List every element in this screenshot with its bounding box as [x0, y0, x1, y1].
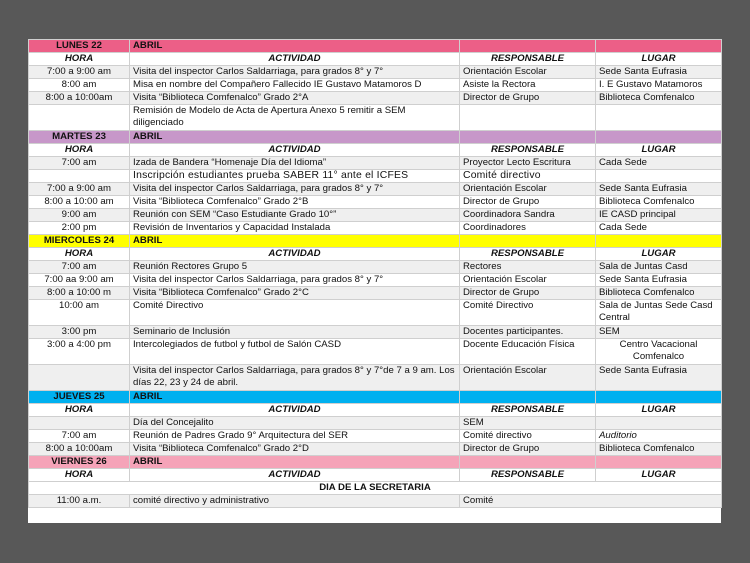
table-row [29, 209, 722, 222]
hora-header: HORA [29, 404, 130, 417]
hora-cell [29, 170, 130, 183]
actividad-cell: Misa en nombre del Compañero Fallecido IE Gustavo Matamoros D [130, 79, 460, 92]
lugar-cell: Cada Sede [596, 222, 722, 235]
hora-cell [29, 105, 130, 131]
responsable-cell: Comité Directivo [460, 300, 596, 326]
table-row [29, 170, 722, 183]
actividad-header: ACTIVIDAD [130, 404, 460, 417]
lugar-cell: SEM [596, 326, 722, 339]
month-label: ABRIL [130, 456, 460, 469]
actividad-header: ACTIVIDAD [130, 144, 460, 157]
actividad-cell: Seminario de Inclusión [130, 326, 460, 339]
table-row [29, 443, 722, 456]
month-label: ABRIL [130, 391, 460, 404]
hora-cell: 8:00 a 10:00 am [29, 196, 130, 209]
responsable-cell: Proyector Lecto Escritura [460, 157, 596, 170]
table-row [29, 66, 722, 79]
table-row [29, 261, 722, 274]
actividad-cell: comité directivo y administrativo [130, 495, 460, 508]
responsable-header: RESPONSABLE [460, 144, 596, 157]
responsable-cell: Director de Grupo [460, 443, 596, 456]
column-header-row [29, 248, 722, 261]
table-row [29, 274, 722, 287]
actividad-cell: Visita “Biblioteca Comfenalco” Grado 2°A [130, 92, 460, 105]
banner-row [29, 482, 722, 495]
responsable-cell: Comité [460, 495, 722, 508]
lugar-cell: Biblioteca Comfenalco [596, 287, 722, 300]
actividad-cell: Visita “Biblioteca Comfenalco” Grado 2°D [130, 443, 460, 456]
responsable-cell: Director de Grupo [460, 287, 596, 300]
table-row [29, 495, 722, 508]
lugar-cell: I. E Gustavo Matamoros [596, 79, 722, 92]
column-header-row [29, 53, 722, 66]
actividad-cell: Revisión de Inventarios y Capacidad Instalada [130, 222, 460, 235]
actividad-cell: Reunión con SEM “Caso Estudiante Grado 10°” [130, 209, 460, 222]
schedule-sheet [28, 39, 721, 523]
lugar-cell [596, 170, 722, 183]
lugar-cell: Sala de Juntas Sede Casd Central [596, 300, 722, 326]
actividad-cell: Visita “Biblioteca Comfenalco” Grado 2°B [130, 196, 460, 209]
month-label: ABRIL [130, 40, 460, 53]
table-row [29, 92, 722, 105]
lugar-header: LUGAR [596, 469, 722, 482]
hora-cell: 7:00 am [29, 157, 130, 170]
table-row [29, 222, 722, 235]
responsable-cell: Orientación Escolar [460, 365, 596, 391]
hora-cell: 2:00 pm [29, 222, 130, 235]
responsable-cell: Docente Educación Física [460, 339, 596, 365]
lugar-header: LUGAR [596, 404, 722, 417]
actividad-cell: Día del Concejalito [130, 417, 460, 430]
lugar-cell: Sede Santa Eufrasia [596, 365, 722, 391]
hora-cell: 7:00 a 9:00 am [29, 66, 130, 79]
table-row [29, 326, 722, 339]
column-header-row [29, 469, 722, 482]
actividad-cell: Intercolegiados de futbol y futbol de Salón CASD [130, 339, 460, 365]
table-row [29, 430, 722, 443]
responsable-header: RESPONSABLE [460, 404, 596, 417]
day-name: MIERCOLES 24 [29, 235, 130, 248]
actividad-cell: Visita “Biblioteca Comfenalco” Grado 2°C [130, 287, 460, 300]
actividad-cell: Inscripción estudiantes prueba SABER 11° ante el ICFES [130, 170, 460, 183]
responsable-cell: Director de Grupo [460, 92, 596, 105]
schedule-table [28, 39, 722, 508]
hora-cell: 9:00 am [29, 209, 130, 222]
actividad-cell: Visita del inspector Carlos Saldarriaga, para grados 8° y 7° [130, 66, 460, 79]
day-header-viernes [29, 456, 722, 469]
hora-cell [29, 417, 130, 430]
column-header-row [29, 404, 722, 417]
day-name: MARTES 23 [29, 131, 130, 144]
actividad-cell: Visita del inspector Carlos Saldarriaga, para grados 8° y 7°de 7 a 9 am. Los días 22, 23 y 24 de abril. [130, 365, 460, 391]
lugar-cell: Biblioteca Comfenalco [596, 196, 722, 209]
actividad-cell: Reunión Rectores Grupo 5 [130, 261, 460, 274]
table-row [29, 183, 722, 196]
responsable-cell: Coordinadores [460, 222, 596, 235]
responsable-cell: Director de Grupo [460, 196, 596, 209]
day-header-jueves [29, 391, 722, 404]
responsable-cell: SEM [460, 417, 596, 430]
hora-cell: 3:00 a 4:00 pm [29, 339, 130, 365]
hora-cell: 7:00 am [29, 430, 130, 443]
hora-cell: 8:00 a 10:00am [29, 92, 130, 105]
day-header-martes [29, 131, 722, 144]
table-row [29, 79, 722, 92]
lugar-header: LUGAR [596, 248, 722, 261]
day-header-miercoles [29, 235, 722, 248]
lugar-cell: Biblioteca Comfenalco [596, 92, 722, 105]
actividad-cell: Reunión de Padres Grado 9° Arquitectura del SER [130, 430, 460, 443]
responsable-cell: Docentes participantes. [460, 326, 596, 339]
lugar-header: LUGAR [596, 144, 722, 157]
hora-cell: 10:00 am [29, 300, 130, 326]
responsable-cell: Rectores [460, 261, 596, 274]
lugar-cell: Cada Sede [596, 157, 722, 170]
hora-cell: 3:00 pm [29, 326, 130, 339]
lugar-cell: Sede Santa Eufrasia [596, 66, 722, 79]
lugar-cell [596, 105, 722, 131]
hora-header: HORA [29, 53, 130, 66]
hora-cell: 8:00 a 10:00am [29, 443, 130, 456]
lugar-cell: Sede Santa Eufrasia [596, 183, 722, 196]
lugar-cell: Sede Santa Eufrasia [596, 274, 722, 287]
hora-cell: 8:00 a 10:00 m [29, 287, 130, 300]
hora-cell [29, 365, 130, 391]
responsable-cell: Comité directivo [460, 430, 596, 443]
responsable-header: RESPONSABLE [460, 469, 596, 482]
responsable-cell: Coordinadora Sandra [460, 209, 596, 222]
lugar-cell: IE CASD principal [596, 209, 722, 222]
lugar-header: LUGAR [596, 53, 722, 66]
table-row [29, 157, 722, 170]
actividad-header: ACTIVIDAD [130, 248, 460, 261]
responsable-cell: Orientación Escolar [460, 183, 596, 196]
hora-cell: 8:00 am [29, 79, 130, 92]
table-row [29, 417, 722, 430]
actividad-cell: Comité Directivo [130, 300, 460, 326]
hora-cell: 7:00 aa 9:00 am [29, 274, 130, 287]
responsable-header: RESPONSABLE [460, 53, 596, 66]
day-header-lunes [29, 40, 722, 53]
responsable-header: RESPONSABLE [460, 248, 596, 261]
hora-header: HORA [29, 248, 130, 261]
day-name: JUEVES 25 [29, 391, 130, 404]
hora-header: HORA [29, 144, 130, 157]
responsable-cell: Asiste la Rectora [460, 79, 596, 92]
actividad-cell: Remisión de Modelo de Acta de Apertura Anexo 5 remitir a SEM diligenciado [130, 105, 460, 131]
hora-cell: 7:00 am [29, 261, 130, 274]
actividad-header: ACTIVIDAD [130, 53, 460, 66]
month-label: ABRIL [130, 131, 460, 144]
table-row [29, 287, 722, 300]
lugar-cell: Sala de Juntas Casd [596, 261, 722, 274]
day-name: VIERNES 26 [29, 456, 130, 469]
actividad-cell: Visita del inspector Carlos Saldarriaga, para grados 8° y 7° [130, 183, 460, 196]
lugar-cell: Biblioteca Comfenalco [596, 443, 722, 456]
actividad-cell: Izada de Bandera “Homenaje Día del Idioma” [130, 157, 460, 170]
column-header-row [29, 144, 722, 157]
hora-header: HORA [29, 469, 130, 482]
responsable-cell: Comité directivo [460, 170, 596, 183]
table-row [29, 105, 722, 131]
responsable-cell: Orientación Escolar [460, 66, 596, 79]
lugar-cell: Centro Vacacional Comfenalco [596, 339, 722, 365]
table-row [29, 365, 722, 391]
table-row [29, 196, 722, 209]
day-name: LUNES 22 [29, 40, 130, 53]
table-row [29, 339, 722, 365]
lugar-cell: Auditorio [596, 430, 722, 443]
secretaria-banner: DIA DE LA SECRETARIA [29, 482, 722, 495]
actividad-header: ACTIVIDAD [130, 469, 460, 482]
table-row [29, 300, 722, 326]
month-label: ABRIL [130, 235, 460, 248]
actividad-cell: Visita del inspector Carlos Saldarriaga, para grados 8° y 7° [130, 274, 460, 287]
responsable-cell [460, 105, 596, 131]
hora-cell: 11:00 a.m. [29, 495, 130, 508]
responsable-cell: Orientación Escolar [460, 274, 596, 287]
lugar-cell [596, 417, 722, 430]
hora-cell: 7:00 a 9:00 am [29, 183, 130, 196]
